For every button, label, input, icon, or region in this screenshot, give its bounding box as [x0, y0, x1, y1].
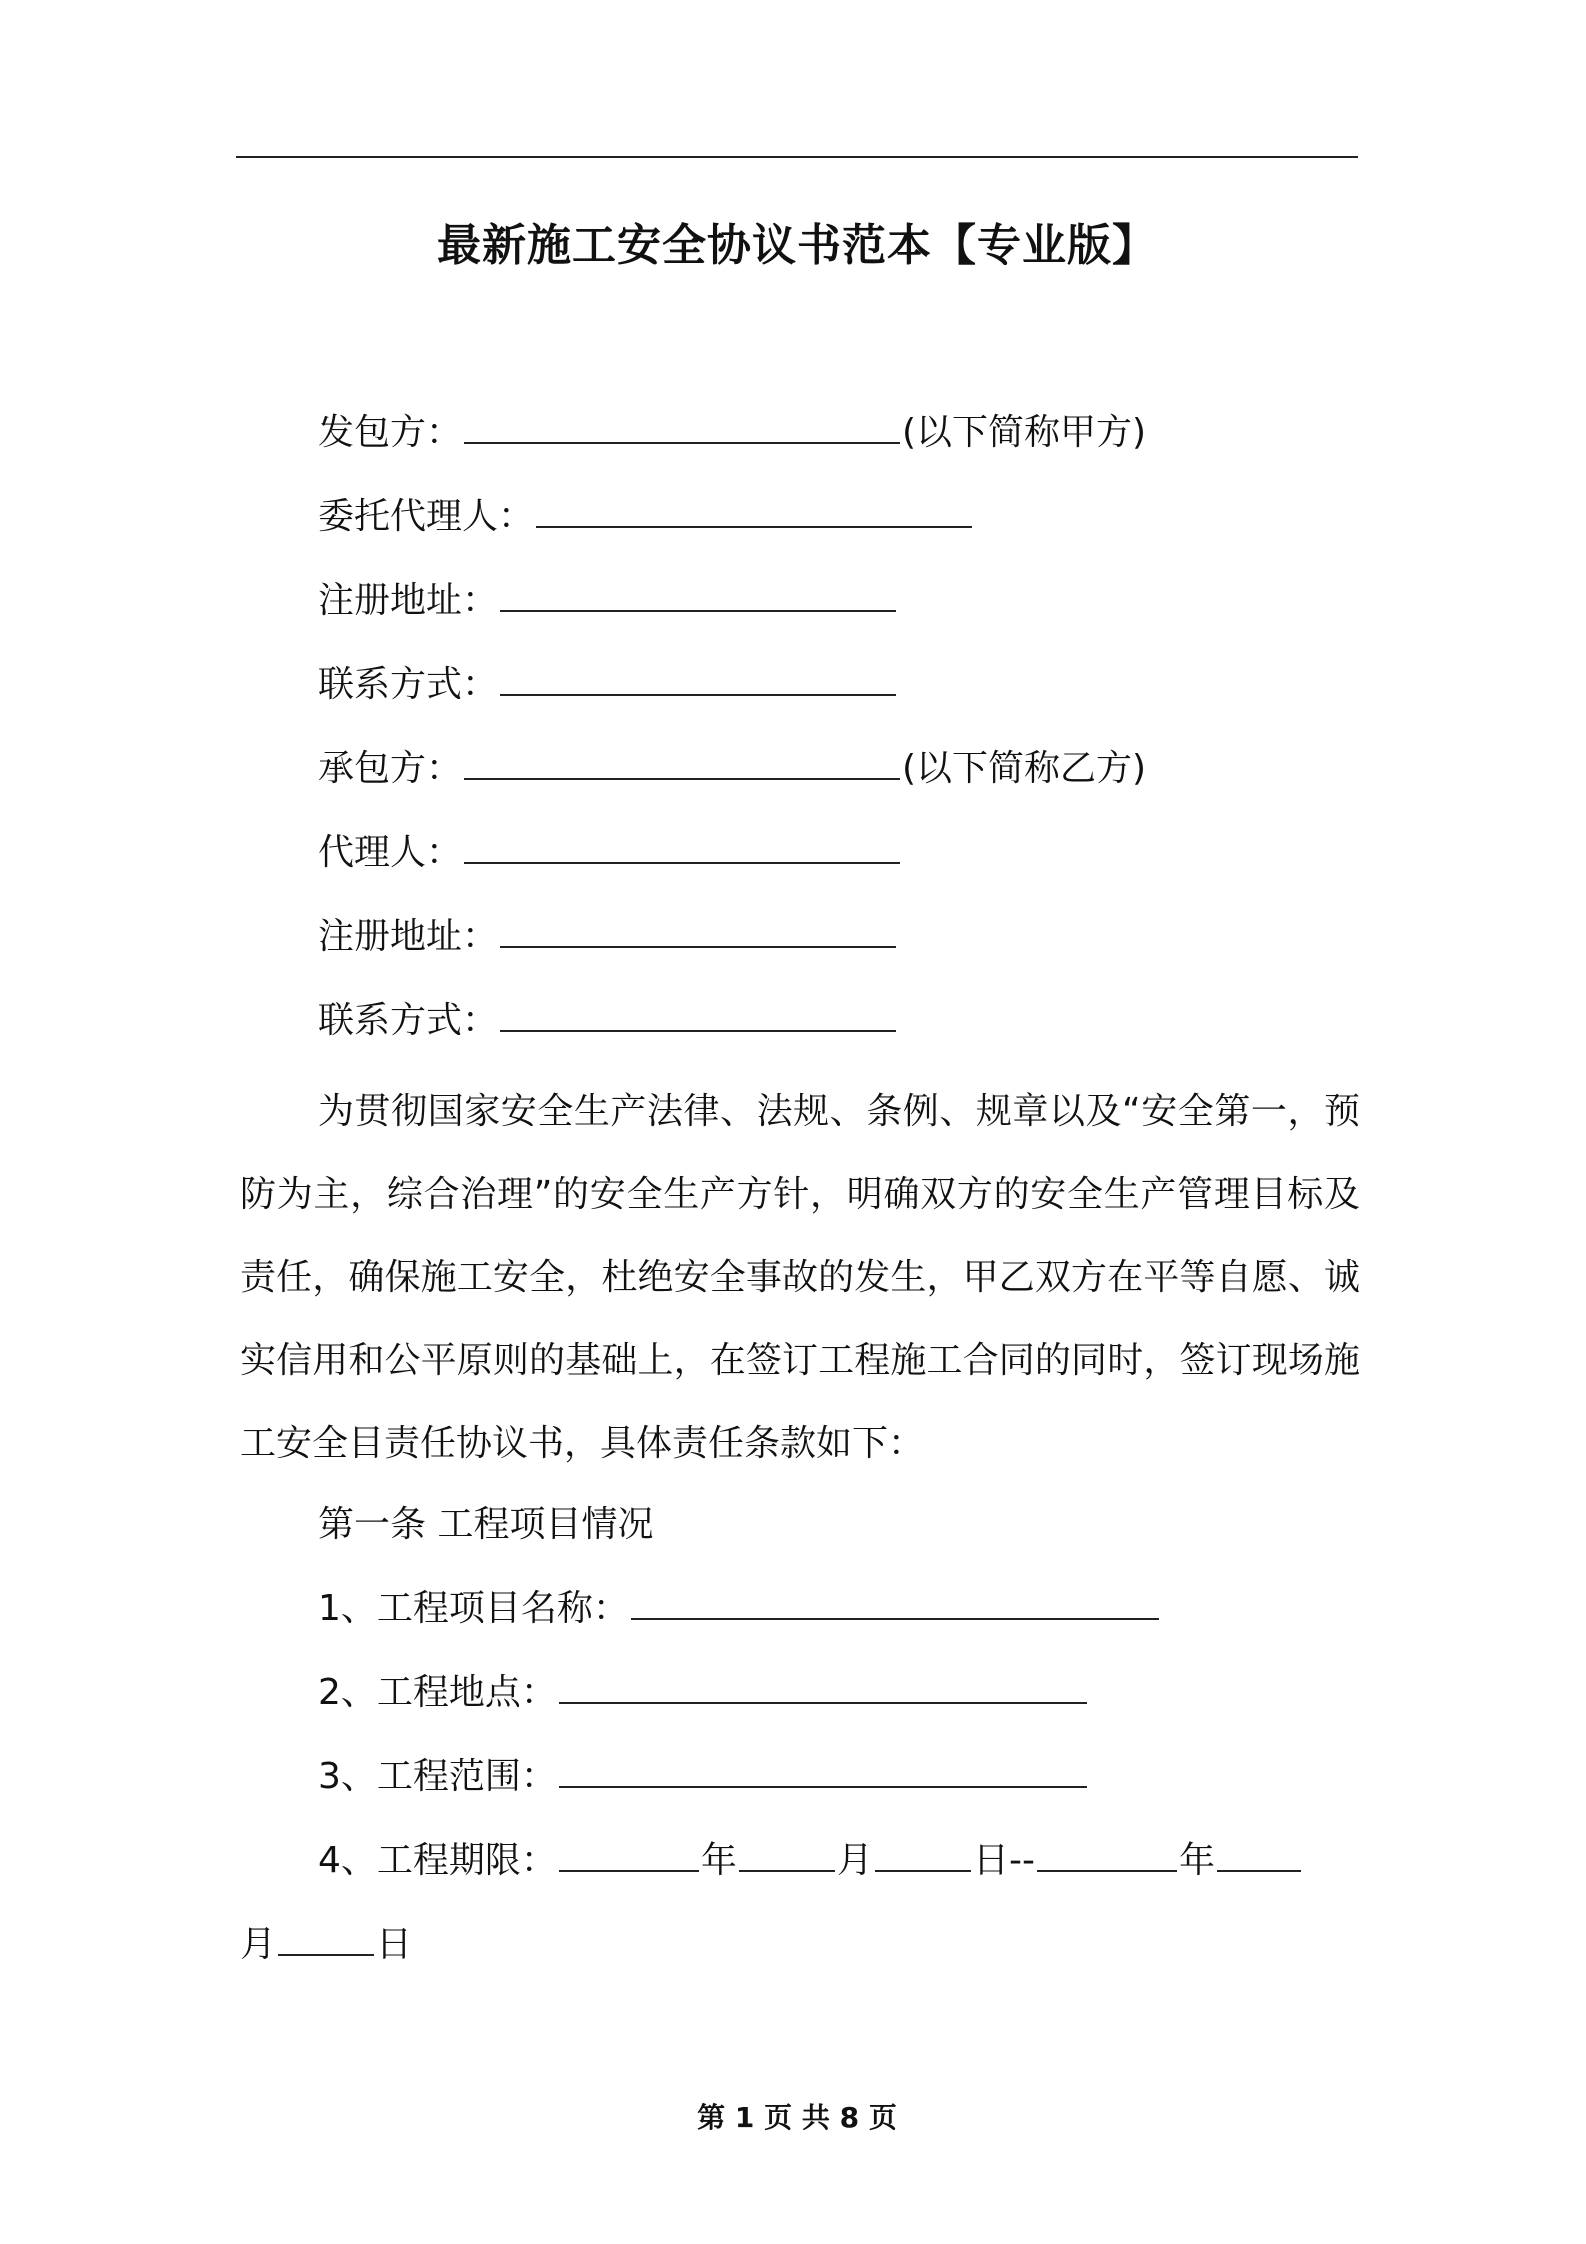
- start-month-unit: 月: [836, 1840, 873, 1881]
- start-day-blank[interactable]: [875, 1836, 971, 1872]
- party-b-contact-blank[interactable]: [500, 996, 896, 1032]
- party-b-suffix: (以下简称乙方): [902, 748, 1147, 789]
- start-month-blank[interactable]: [739, 1836, 835, 1872]
- end-day-blank[interactable]: [278, 1920, 374, 1956]
- start-day-unit: 日: [972, 1840, 1009, 1881]
- party-b-contact-label: 联系方式：: [318, 1000, 499, 1041]
- party-a-contact-blank[interactable]: [500, 660, 896, 696]
- party-b-address-label: 注册地址：: [318, 916, 499, 957]
- article1-item4-line: [318, 1836, 1303, 1886]
- end-year-unit: 年: [1178, 1840, 1215, 1881]
- header-rule: [236, 156, 1358, 158]
- article1-item2-label: 2、工程地点：: [318, 1672, 557, 1713]
- party-a-address-blank[interactable]: [500, 576, 896, 612]
- start-year-unit: 年: [700, 1840, 737, 1881]
- party-a-address-label: 注册地址：: [318, 580, 499, 621]
- party-b-agent-line: [318, 828, 902, 878]
- date-range-dash: --: [1008, 1840, 1035, 1881]
- article1-item3-label: 3、工程范围：: [318, 1756, 557, 1797]
- end-day-unit: 日: [376, 1924, 413, 1965]
- page-footer: 第 1 页 共 8 页: [697, 2101, 897, 2134]
- end-month-unit: 月: [240, 1924, 277, 1965]
- project-location-blank[interactable]: [559, 1668, 1087, 1704]
- party-b-blank[interactable]: [464, 744, 900, 780]
- project-scope-blank[interactable]: [559, 1752, 1087, 1788]
- end-month-blank-part[interactable]: [1217, 1836, 1301, 1872]
- party-a-agent-blank[interactable]: [536, 492, 972, 528]
- party-a-address-line: [318, 576, 898, 626]
- party-b-agent-blank[interactable]: [464, 828, 900, 864]
- party-b-contact-line: [318, 996, 898, 1046]
- party-b-agent-label: 代理人：: [318, 832, 463, 873]
- article1-item1-line: [318, 1584, 1161, 1634]
- party-b-line: [318, 744, 1146, 794]
- article1-item4-continuation: [240, 1920, 412, 1970]
- preamble-paragraph: 为贯彻国家安全生产法律、法规、条例、规章以及“安全第一，预防为主，综合治理”的安全生产方针，明确双方的安全生产管理目标及责任，确保施工安全，杜绝安全事故的发生，甲乙双方在平等自愿、诚实信用和公平原则的基础上，在签订工程施工合同的同时，签订现场施工安全目责任协议书，具体责任条款如下：: [240, 1091, 1360, 1464]
- party-a-label: 发包方：: [318, 412, 463, 453]
- party-a-contact-label: 联系方式：: [318, 664, 499, 705]
- party-a-line: [318, 408, 1146, 458]
- party-b-address-blank[interactable]: [500, 912, 896, 948]
- article1-heading: 第一条 工程项目情况: [318, 1504, 654, 1545]
- article1-item1-label: 1、工程项目名称：: [318, 1588, 629, 1629]
- party-a-blank[interactable]: [464, 408, 900, 444]
- party-a-agent-line: [318, 492, 974, 542]
- document-title: 最新施工安全协议书范本【专业版】: [437, 220, 1157, 271]
- project-name-blank[interactable]: [631, 1584, 1159, 1620]
- article1-item3-line: [318, 1752, 1089, 1802]
- article1-item2-line: [318, 1668, 1089, 1718]
- party-a-agent-label: 委托代理人：: [318, 496, 535, 537]
- party-a-suffix: (以下简称甲方): [902, 412, 1147, 453]
- start-year-blank[interactable]: [559, 1836, 699, 1872]
- party-a-contact-line: [318, 660, 898, 710]
- party-b-address-line: [318, 912, 898, 962]
- article1-item4-label: 4、工程期限：: [318, 1840, 557, 1881]
- end-year-blank[interactable]: [1037, 1836, 1177, 1872]
- party-b-label: 承包方：: [318, 748, 463, 789]
